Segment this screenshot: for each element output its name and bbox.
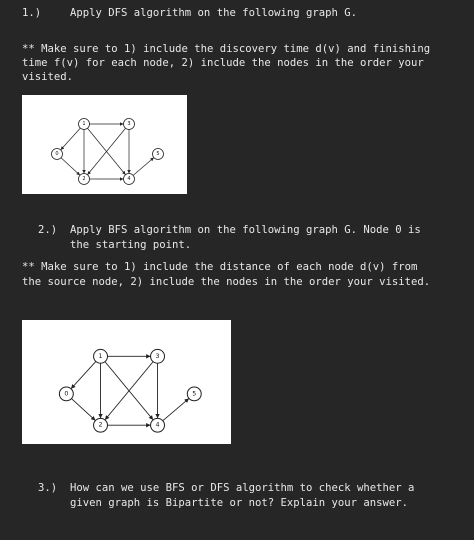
question-2-text-line-2: the starting point. bbox=[70, 239, 192, 251]
graph-node-2 bbox=[94, 418, 108, 432]
question-1-text: Apply DFS algorithm on the following graph G. bbox=[70, 7, 358, 19]
edge-1-0 bbox=[71, 361, 96, 388]
graph-node-label: 5 bbox=[192, 390, 197, 398]
graph-node-label: 1 bbox=[82, 121, 86, 127]
graph-node-4 bbox=[151, 418, 165, 432]
question-1-number: 1.) bbox=[22, 7, 42, 19]
edge-0-2 bbox=[61, 158, 80, 176]
graph-node-0 bbox=[59, 387, 73, 401]
graph-node-label: 2 bbox=[98, 421, 103, 429]
question-1-note-line-3: visited. bbox=[22, 71, 74, 83]
graph-node-5 bbox=[153, 149, 164, 160]
question-3-number: 3.) bbox=[38, 482, 58, 494]
edge-1-0 bbox=[61, 128, 81, 150]
graph-node-3 bbox=[151, 349, 165, 363]
edge-4-5 bbox=[163, 398, 189, 420]
graph-node-3 bbox=[124, 119, 135, 130]
graph-node-1 bbox=[79, 119, 90, 130]
question-1-note-line-2: time f(v) for each node, 2) include the nodes in the order your bbox=[22, 57, 424, 69]
graph-node-label: 4 bbox=[155, 421, 160, 429]
graph-node-label: 0 bbox=[55, 151, 59, 157]
graph-figure-2 bbox=[22, 320, 231, 444]
graph-node-label: 0 bbox=[64, 390, 69, 398]
question-2-text-line-1: Apply BFS algorithm on the following graph G. Node 0 is bbox=[70, 224, 421, 236]
graph-node-5 bbox=[187, 387, 201, 401]
graph-node-1 bbox=[94, 349, 108, 363]
question-3-text-line-2: given graph is Bipartite or not? Explain your answer. bbox=[70, 497, 409, 509]
edge-0-2 bbox=[71, 399, 95, 421]
graph-2-svg bbox=[22, 320, 231, 444]
graph-1-svg bbox=[22, 95, 187, 194]
edge-4-5 bbox=[133, 158, 154, 176]
graph-figure-1 bbox=[22, 95, 187, 194]
graph-node-label: 2 bbox=[82, 176, 86, 182]
question-2-note-line-1: ** Make sure to 1) include the distance of each node d(v) from bbox=[22, 261, 418, 273]
graph-node-2 bbox=[79, 174, 90, 185]
graph-node-label: 3 bbox=[155, 352, 160, 360]
graph-node-0 bbox=[52, 149, 63, 160]
graph-node-4 bbox=[124, 174, 135, 185]
question-3-text-line-1: How can we use BFS or DFS algorithm to check whether a bbox=[70, 482, 415, 494]
question-2-note-line-2: the source node, 2) include the nodes in the order your visited. bbox=[22, 276, 431, 288]
question-1-note-line-1: ** Make sure to 1) include the discovery time d(v) and finishing bbox=[22, 43, 431, 55]
graph-node-label: 3 bbox=[127, 121, 131, 127]
graph-node-label: 5 bbox=[156, 151, 160, 157]
graph-node-label: 4 bbox=[127, 176, 131, 182]
question-2-number: 2.) bbox=[38, 224, 58, 236]
graph-node-label: 1 bbox=[98, 352, 103, 360]
